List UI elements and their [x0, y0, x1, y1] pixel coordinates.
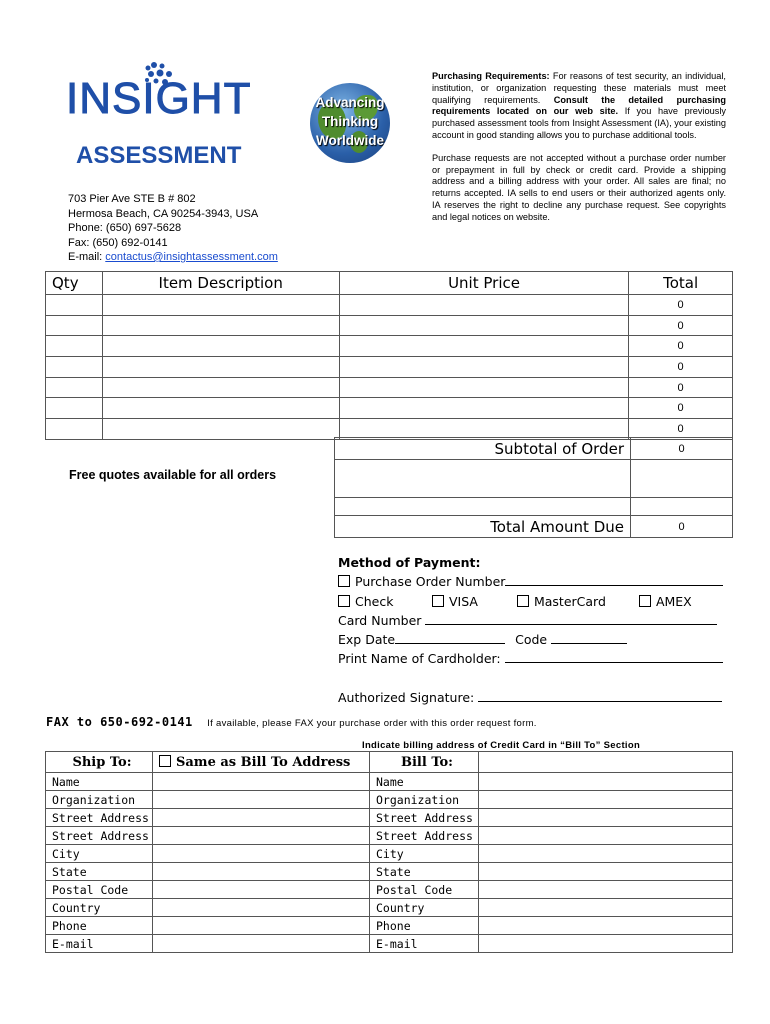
address-fax: Fax: (650) 692-0141 — [68, 236, 168, 249]
logo-insight-text: INSIGHT — [66, 74, 252, 123]
bill-field-label: Postal Code — [370, 881, 479, 899]
address-city: Hermosa Beach, CA 90254-3943, USA — [68, 207, 259, 220]
row-total: 0 — [629, 357, 733, 378]
company-address — [68, 192, 278, 265]
ship-field-label: Country — [46, 899, 153, 917]
globe-logo — [310, 83, 390, 163]
ship-field-label: City — [46, 845, 153, 863]
row-total: 0 — [629, 295, 733, 316]
summary-table — [334, 437, 733, 538]
total-header: Total — [629, 272, 733, 295]
bill-field-label: Name — [370, 773, 479, 791]
items-table — [45, 271, 733, 440]
bill-field-label: Street Address — [370, 809, 479, 827]
globe-line1: Advancing — [315, 95, 385, 110]
free-quotes-note: Free quotes available for all orders — [69, 468, 277, 482]
amex-label: AMEX — [655, 593, 692, 609]
globe-line2: Thinking — [321, 114, 379, 129]
row-total: 0 — [629, 336, 733, 357]
bill-field-label: Organization — [370, 791, 479, 809]
subtotal-label: Subtotal of Order — [335, 438, 631, 460]
address-street: 703 Pier Ave STE B # 802 — [68, 193, 196, 205]
exp-date-field[interactable] — [395, 631, 505, 644]
email-label: E-mail: — [68, 251, 106, 263]
card-number-label: Card Number — [338, 612, 422, 628]
check-label: Check — [355, 593, 394, 609]
bill-to-header: Bill To: — [370, 752, 479, 773]
same-as-bill-checkbox[interactable] — [159, 755, 171, 767]
code-field[interactable] — [551, 631, 627, 644]
requirements-text2: If you have previously purchased assessment tools from Insight Assessment (IA), your existing account in good standing allows you to purchase additional tools. — [432, 106, 726, 140]
bill-field-label: Country — [370, 899, 479, 917]
card-number-field[interactable] — [425, 612, 717, 625]
po-label: Purchase Order Number — [355, 574, 506, 590]
globe-line3: Worldwide — [315, 133, 384, 148]
ship-field-label: Postal Code — [46, 881, 153, 899]
table-row — [46, 377, 733, 398]
po-number-field[interactable] — [505, 573, 723, 586]
ship-to-header: Ship To: — [46, 752, 153, 773]
payment-title: Method of Payment: — [338, 555, 481, 570]
visa-label: VISA — [448, 593, 478, 609]
qty-header: Qty — [46, 272, 103, 295]
row-total: 0 — [629, 315, 733, 336]
table-row — [46, 315, 733, 336]
bill-field-label: Phone — [370, 917, 479, 935]
table-row — [46, 295, 733, 316]
mastercard-checkbox[interactable] — [517, 595, 529, 607]
ship-field-label: State — [46, 863, 153, 881]
mastercard-label: MasterCard — [533, 593, 606, 609]
ship-field-label: Name — [46, 773, 153, 791]
amex-checkbox[interactable] — [639, 595, 651, 607]
bill-field-label: City — [370, 845, 479, 863]
print-name-field[interactable] — [505, 650, 723, 663]
subtotal-value: 0 — [631, 438, 733, 460]
ship-field-label: E-mail — [46, 935, 153, 953]
po-checkbox[interactable] — [338, 575, 350, 587]
ship-field-label: Street Address — [46, 809, 153, 827]
table-row — [46, 336, 733, 357]
unit-price-header: Unit Price — [339, 272, 628, 295]
description-header: Item Description — [102, 272, 339, 295]
signature-field[interactable] — [478, 689, 722, 702]
requirements-text1: For reasons of test security, an individual, institution, or organization requesting these materials must meet qualifying requirements. — [432, 71, 726, 105]
email-link[interactable]: contactus@insightassessment.com — [105, 251, 278, 263]
bill-field-label: Street Address — [370, 827, 479, 845]
requirements-title: Purchasing Requirements: — [432, 71, 550, 81]
visa-checkbox[interactable] — [432, 595, 444, 607]
total-due-label: Total Amount Due — [335, 516, 631, 538]
logo-assessment-text: ASSESSMENT — [76, 142, 242, 169]
print-name-label: Print Name of Cardholder: — [338, 651, 501, 667]
fax-bold: FAX to 650-692-0141 — [46, 715, 193, 729]
address-phone: Phone: (650) 697-5628 — [68, 222, 182, 234]
payment-section — [338, 553, 723, 707]
billing-note: Indicate billing address of Credit Card in “Bill To” Section — [362, 740, 641, 751]
fax-note: If available, please FAX your purchase order with this order request form. — [207, 718, 537, 729]
bill-field-label: State — [370, 863, 479, 881]
ship-field-label: Street Address — [46, 827, 153, 845]
requirements-para2: Purchase requests are not accepted without a purchase order number or prepayment in full by check or credit card. Provide a shipping address and a billing address with your order. All sales are final; no returns accepted. IA sells to end users or their authorized agents only. IA reserves the right to decline any purchase request. See copyrights and legal notices on website. — [432, 152, 726, 222]
bill-field-label: E-mail — [370, 935, 479, 953]
exp-date-label: Exp Date — [338, 632, 396, 648]
total-due-value: 0 — [631, 516, 733, 538]
ship-field-label: Organization — [46, 791, 153, 809]
table-row — [46, 398, 733, 419]
ship-bill-table — [45, 751, 733, 953]
check-checkbox[interactable] — [338, 595, 350, 607]
fax-line — [46, 713, 537, 731]
code-label: Code — [515, 632, 548, 648]
requirements-bold2: Consult the detailed purchasing requirements located on our web site. — [432, 94, 727, 117]
purchasing-requirements — [432, 71, 726, 235]
row-total: 0 — [629, 377, 733, 398]
ship-field-label: Phone — [46, 917, 153, 935]
row-total: 0 — [629, 398, 733, 419]
signature-label: Authorized Signature: — [338, 689, 475, 705]
row-total: 0 — [629, 419, 733, 440]
table-row — [46, 357, 733, 378]
same-as-bill-label: Same as Bill To Address — [176, 754, 351, 770]
